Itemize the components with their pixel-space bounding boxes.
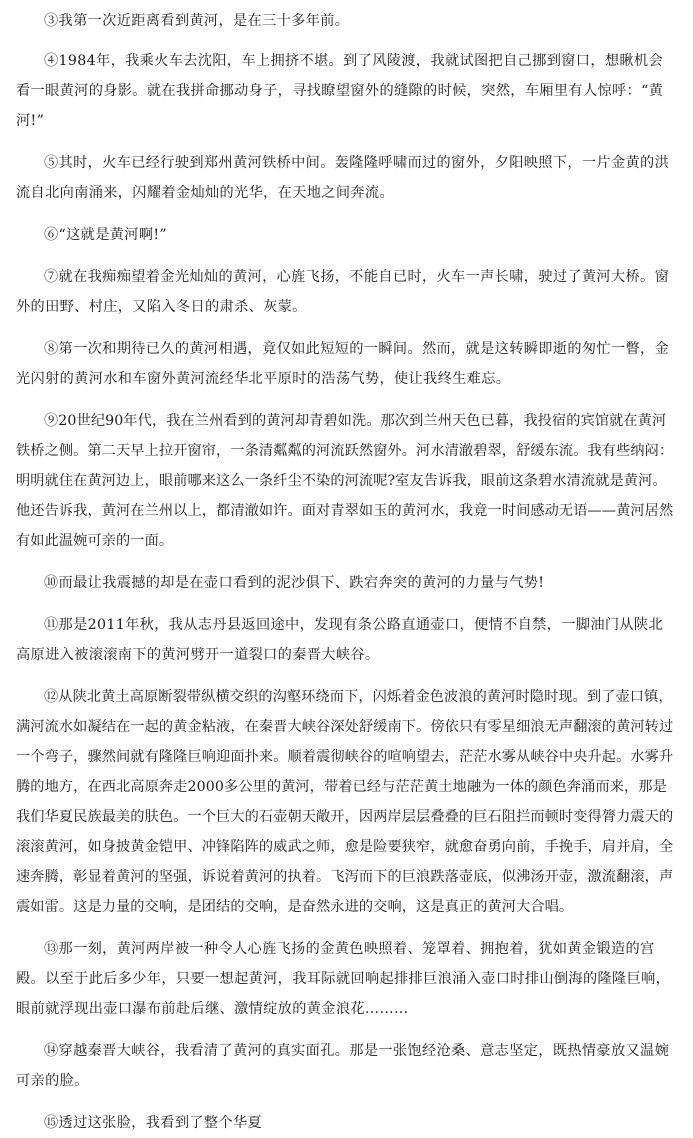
paragraph-15: ⑮透过这张脸，我看到了整个华夏 xyxy=(44,1115,263,1131)
paragraph-8: ⑧第一次和期待已久的黄河相遇，竟仅如此短短的一瞬间。然而，就是这转瞬即逝的匆忙一瞥，金光闪射的黄河水和车窗外黄河流经华北平原时的浩荡气势，使让我终生难忘。 xyxy=(16,341,670,387)
paragraph-11: ⑪那是2011年秋，我从志丹县返回途中，发现有条公路直通壶口，便情不自禁，一脚油门从陕北高原进入被滚滚南下的黄河劈开一道裂口的秦晋大峡谷。 xyxy=(16,617,664,663)
paragraph-10: ⑩而最让我震撼的却是在壶口看到的泥沙俱下、跌宕奔突的黄河的力量与气势! xyxy=(44,575,545,591)
paragraph-3: ③我第一次近距离看到黄河，是在三十多年前。 xyxy=(44,13,350,29)
paragraph-4: ④1984年，我乘火车去沈阳，车上拥挤不堪。到了风陵渡，我就试图把自己挪到窗口，想瞅机会看一眼黄河的身影。就在我拼命挪动身子，寻找瞭望窗外的缝隙的时候，突然，车厢里有人惊呼：“黄河!” xyxy=(16,53,664,129)
paragraph-5: ⑤其时，火车已经行驶到郑州黄河铁桥中间。轰隆隆呼啸而过的窗外，夕阳映照下，一片金黄的洪流自北向南涌来，闪耀着金灿灿的光华，在天地之间奔流。 xyxy=(16,155,670,201)
paragraph-14: ⑭穿越秦晋大峡谷，我看清了黄河的真实面孔。那是一张饱经沧桑、意志坚定，既热情豪放又温婉可亲的脸。 xyxy=(16,1043,670,1089)
paragraph-12: ⑫从陕北黄土高原断裂带纵横交织的沟壑环绕而下，闪烁着金色波浪的黄河时隐时现。到了壶口镇，满河流水如凝结在一起的黄金粘液，在秦晋大峡谷深处舒缓南下。傍依只有零星细浪无声翻滚的黄河转过一个弯子，骤然间就有隆隆巨响迎面扑来。顺着震彻峡谷的喧响望去，茫茫水雾从峡谷中央升起。水雾升腾的地方，在西北高原奔走2000多公里的黄河，带着已经与茫茫黄土地融为一体的颜色奔涌而来，那是我们华夏民族最美的肤色。一个巨大的石壶朝天敞开，因两岸层层叠叠的巨石阻拦而顿时变得膂力震天的滚滚黄河，如身披黄金铠甲、冲锋陷阵的威武之师，愈是险要狭窄，就愈奋勇向前，手挽手，肩并肩，全速奔腾，彰显着黄河的坚强，诉说着黄河的执着。飞泻而下的巨浪跌落壶底，似沸汤开壶，激流翻滚，声震如雷。这是力量的交响，是团结的交响，是奋然永进的交响，这是真正的黄河大合唱。 xyxy=(16,689,674,915)
paragraph-7: ⑦就在我痴痴望着金光灿灿的黄河，心旌飞扬，不能自已时，火车一声长啸，驶过了黄河大桥。窗外的田野、村庄，又陷入冬日的肃杀、灰蒙。 xyxy=(16,269,670,315)
paragraph-13: ⑬那一刻，黄河两岸被一种令人心旌飞扬的金黄色映照着、笼罩着、拥抱着，犹如黄金锻造的宫殿。以至于此后多少年，只要一想起黄河，我耳际就回响起排排巨浪涌入壶口时排山倒海的隆隆巨响，眼前就浮现出壶口瀑布前赴后继、激情绽放的黄金浪花……… xyxy=(16,941,671,1017)
paragraph-6: ⑥“这就是黄河啊!” xyxy=(44,227,168,243)
paragraph-9: ⑨20世纪90年代，我在兰州看到的黄河却青碧如洗。那次到兰州天色已暮，我投宿的宾馆就在黄河铁桥之侧。第二天早上拉开窗帘，一条清粼粼的河流跃然窗外。河水清澈碧翠，舒缓东流。我有些纳闷：明明就住在黄河边上，眼前哪来这么一条纤尘不染的河流呢?室友告诉我，眼前这条碧水清流就是黄河。他还告诉我，黄河在兰州以上，都清澈如许。面对青翠如玉的黄河水，我竟一时间感动无语——黄河居然有如此温婉可亲的一面。 xyxy=(16,413,674,549)
